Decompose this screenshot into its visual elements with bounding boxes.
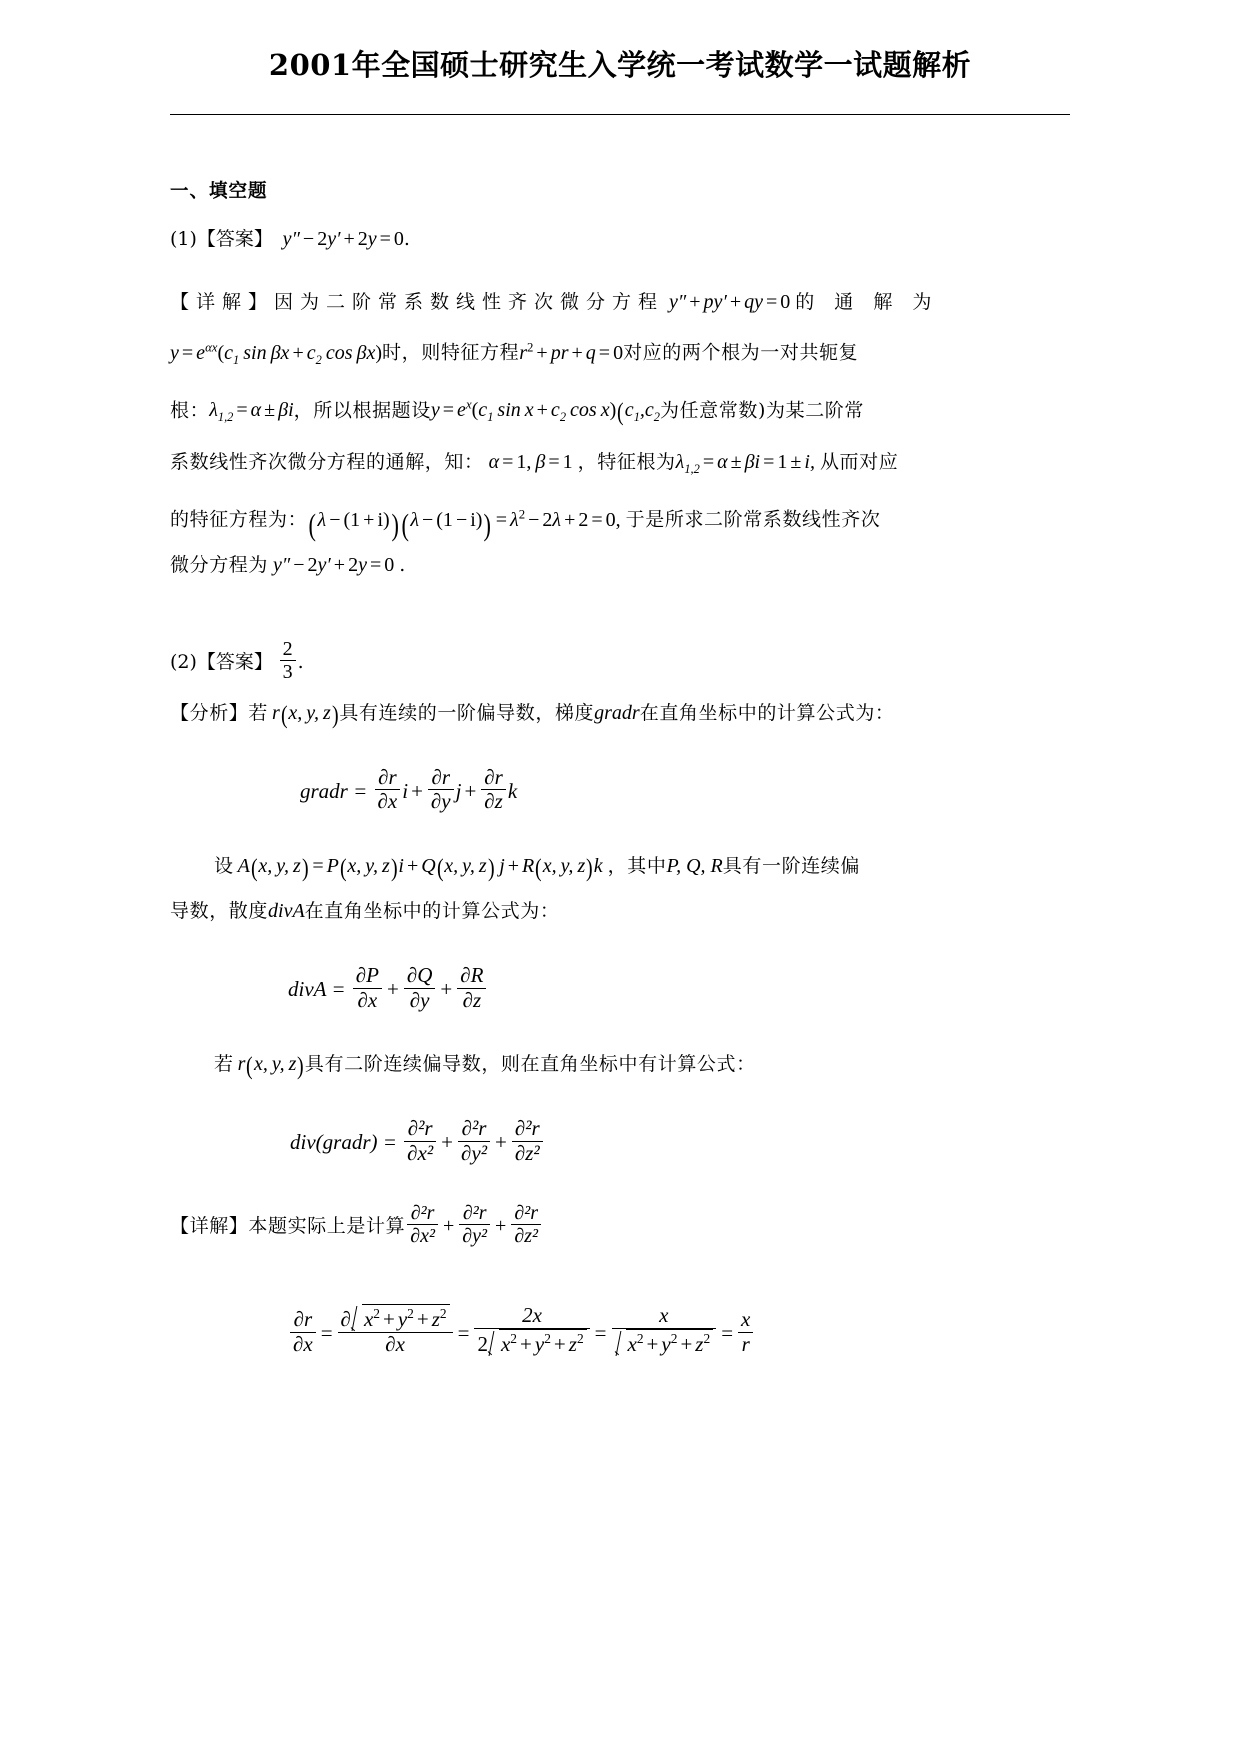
item1-detail-label: 【详解】 xyxy=(170,291,275,313)
eqd-term3-den: ∂z² xyxy=(514,1225,538,1248)
item1-detail-line-4 xyxy=(170,440,1070,492)
eq4-lhs-den: ∂x xyxy=(293,1331,313,1356)
eq4-f4-den: $x^2 + y^2 + z^2$ xyxy=(612,1329,717,1357)
eq2-lhs: divA = xyxy=(288,976,346,1001)
eq1-lhs: gradr = xyxy=(300,778,368,803)
eq4-f4-num: x xyxy=(612,1304,717,1329)
eq2-term2-num: ∂Q xyxy=(404,964,436,989)
eq1-term1-num: ∂r xyxy=(375,766,401,791)
item2-para2-text-2: ，其中 xyxy=(607,855,667,877)
eqd-term2-den: ∂y² xyxy=(462,1225,488,1248)
eqd-term2-num: ∂²r xyxy=(459,1202,490,1225)
eqd-term1-num: ∂²r xyxy=(407,1202,438,1225)
eq1-term3-den: ∂z xyxy=(484,789,503,814)
item2-equation-gradr: gradr = $\frac{\partial r}{\partial x}$ i + $\frac{\partial r}{\partial y}$ j + $\frac{\partial r}{\partial z}$ k xyxy=(300,764,518,814)
item1-detail-line-3 xyxy=(170,383,1070,441)
item1-detail-tail-5: 于是所求二阶常系数线性齐次 xyxy=(625,508,881,531)
item2-para3-text-2: 在直角坐标中的计算公式为： xyxy=(304,900,560,922)
item1-detail-text-5a: 的特征方程为： xyxy=(170,508,308,531)
item1-detail-math-5: $y = e^x(c_1$ $\sin x + c_2$ cos x) xyxy=(430,397,617,425)
item2-para2-text-3: 具有一阶连续偏 xyxy=(722,855,860,877)
item2-equation-partial-r: $\frac{\partial r}{\partial x}$ = $\frac{\partial x^2 + y^2 + z^2}{\partial x}$ = $\frac{2x}{2 x^2 + y^2 + z^2}$ = $\frac{x}{x^2 + y^2 + z^2}$ = $\frac{x}{r}$ xyxy=(170,1304,1070,1356)
item2-para4-text-2: 具有二阶连续偏导数，则在直角坐标中有计算公式： xyxy=(304,1053,756,1076)
item1-detail-text-1: 因为二阶常系数线性齐次微分方程 xyxy=(274,291,665,313)
eq4-lhs-num: ∂r xyxy=(290,1308,316,1333)
item1-answer-period: . xyxy=(403,228,410,250)
item2-para4-text-1: 若 xyxy=(214,1053,234,1076)
item2-equation-divA: divA = $\frac{\partial P}{\partial x}$ + $\frac{\partial Q}{\partial y}$ + $\frac{\partial R}{\partial z}$ xyxy=(170,964,1070,1012)
eq3-term2-num: ∂²r xyxy=(458,1117,490,1142)
eq3-term1-den: ∂x² xyxy=(407,1140,434,1165)
item1-detail-text-4a: 系数线性齐次微分方程的通解，知： xyxy=(170,451,484,474)
eq3-term2-den: ∂y² xyxy=(461,1140,488,1165)
item2-analysis-math-2: gradr xyxy=(594,701,640,724)
item1-answer-math: y″ − 2y′ + 2y = 0 xyxy=(277,228,404,250)
eq1-term1-vec: i xyxy=(402,778,409,803)
eq1-term3-num: ∂r xyxy=(481,766,506,791)
item1-answer-label: (1)【答案】 xyxy=(170,228,273,250)
item2-para2-text-1: 设 xyxy=(214,855,234,877)
eq4-f5-num: x xyxy=(738,1308,753,1333)
item1-detail-line-5 xyxy=(170,492,1070,543)
item2-analysis-line xyxy=(170,691,1070,736)
item1-detail-math-2: $y = e^{\alpha x}(c_1$ $\sin \beta x + c_2$ cos βx) xyxy=(170,340,383,367)
eq1-term3-vec: k xyxy=(507,778,518,803)
eq1-term2-den: ∂y xyxy=(430,789,451,814)
item2-detail-text: 本题实际上是计算 xyxy=(248,1215,406,1238)
eq1-term2-vec: j xyxy=(455,778,462,803)
page-title: 2001年全国硕士研究生入学统一考试数学一试题解析 xyxy=(268,48,972,82)
item1-detail-text-2: 时，则特征方程 xyxy=(382,341,520,364)
item2-analysis-label: 【分析】 xyxy=(170,701,249,724)
item2-equation-div-gradr: div(gradr) = $\frac{\text{∂²r}}{\text{∂x²}}$ + $\frac{\text{∂²r}}{\text{∂y²}}$ + $\frac{\text{∂²r}}{\text{∂z²}}$ xyxy=(170,1117,1070,1165)
item1-detail-line-1 xyxy=(170,280,1070,325)
eq2-term2-den: ∂y xyxy=(409,987,430,1012)
item1-detail-line-6 xyxy=(170,543,1070,588)
eq3-term3-num: ∂²r xyxy=(512,1117,543,1142)
title-divider xyxy=(170,114,1070,115)
item2-para4-math-1: r(x, y, z) xyxy=(233,1051,304,1081)
item2-para-2 xyxy=(170,844,1070,889)
eqd-term3-num: ∂²r xyxy=(511,1202,541,1225)
section-heading: 一、填空题 xyxy=(170,181,268,202)
item2-para3-text-1: 导数，散度 xyxy=(170,900,269,922)
item2-para3-math-1: divA xyxy=(268,900,305,922)
eq2-term3-num: ∂R xyxy=(457,964,486,989)
item1-detail-text-3c: 为任意常数)为某二阶常 xyxy=(659,399,864,422)
item1-detail-math-7: α = 1, β = 1 xyxy=(483,451,573,474)
eq4-f2-den: ∂x xyxy=(385,1331,405,1356)
eqd-term1-den: ∂x² xyxy=(410,1225,435,1248)
eq4-f3-num: 2x xyxy=(474,1304,589,1329)
item1-detail-tail-4: 从而对应 xyxy=(819,451,899,474)
item2-detail-line xyxy=(170,1195,1070,1258)
item2-para2-math-1: A(x, y, z) = P(x, y, z)i + Q(x, y, z) j + R(x, y, z)k xyxy=(233,853,608,883)
eq1-term2-num: ∂r xyxy=(428,766,454,791)
item1-detail-math-1: y″ + py′ + qy = 0 xyxy=(664,291,791,313)
item2-para-3 xyxy=(170,889,1070,934)
eq3-term1-num: ∂²r xyxy=(404,1117,436,1142)
item2-analysis-text-2: 具有连续的一阶偏导数，梯度 xyxy=(339,701,595,724)
item2-answer-math xyxy=(278,637,298,684)
item2-answer-line xyxy=(170,634,1070,691)
item2-para-4 xyxy=(170,1042,1070,1087)
eq2-term3-den: ∂z xyxy=(462,987,482,1012)
item1-detail-math-8: $\lambda_{1,2} = \alpha \pm \beta i = 1 \pm i$, xyxy=(675,451,820,477)
eq4-f2-num: ∂ $x^2 + y^2 + z^2$ xyxy=(338,1304,453,1333)
eq4-f3-den: 2 $x^2 + y^2 + z^2$ xyxy=(474,1329,589,1357)
item2-para2-math-2: P, Q, R xyxy=(666,855,723,877)
item2-detail-label: 【详解】 xyxy=(170,1215,249,1238)
item1-detail-tail-2: 对应的两个根为一对共轭复 xyxy=(623,341,859,364)
item1-detail-math-9: $(\lambda - (1 + i))(\lambda - (1 - i)) = \lambda^2 - 2\lambda + 2 = 0$, xyxy=(308,506,621,542)
item1-detail-math-10: y″ − 2y′ + 2y = 0 xyxy=(268,553,395,576)
eq4-f5-den: r xyxy=(741,1331,750,1356)
item1-detail-math-6: ($c_1,c_2$ xyxy=(617,397,660,427)
item1-detail-line-2 xyxy=(170,325,1070,383)
item2-analysis-math-1: r(x, y, z) xyxy=(268,700,339,730)
item2-answer-label: (2)【答案】 xyxy=(170,650,273,673)
item1-detail-text-4b: ，特征根为 xyxy=(577,451,676,474)
item1-detail-math-3: $r^2$ + pr + q = 0 xyxy=(519,340,624,364)
eq3-lhs: div(gradr) = xyxy=(290,1129,397,1154)
item1-detail-period: . xyxy=(399,553,406,576)
item2-analysis-text-3: 在直角坐标中的计算公式为： xyxy=(639,701,895,724)
item2-answer-period: . xyxy=(297,650,304,673)
item1-detail-math-4: $\lambda_{1,2} = \alpha \pm \beta i$ xyxy=(209,399,294,425)
item2-analysis-text-1: 若 xyxy=(248,701,269,724)
eq1-term1-den: ∂x xyxy=(377,789,398,814)
item1-detail-text-6: 微分方程为 xyxy=(170,553,269,576)
item2-frac-denominator: 3 xyxy=(282,661,293,684)
item1-detail-text-3a: 根： xyxy=(170,399,210,422)
item1-answer-line xyxy=(170,217,1070,262)
eq3-term3-den: ∂z² xyxy=(514,1140,540,1165)
item2-frac-numerator: 2 xyxy=(280,638,296,661)
item1-detail-text-3b: ，所以根据题设 xyxy=(293,399,431,422)
item2-detail-math: $\frac{\text{∂²r}}{\text{∂x²}}$ + $\frac{\text{∂²r}}{\text{∂y²}}$ + $\frac{\text{∂²r}}{\text{∂z²}}$ xyxy=(405,1215,543,1237)
item1-detail-tail-1: 的 通 解 为 xyxy=(795,291,939,313)
eq2-term1-den: ∂x xyxy=(357,987,378,1012)
eq2-term1-num: ∂P xyxy=(353,964,382,989)
